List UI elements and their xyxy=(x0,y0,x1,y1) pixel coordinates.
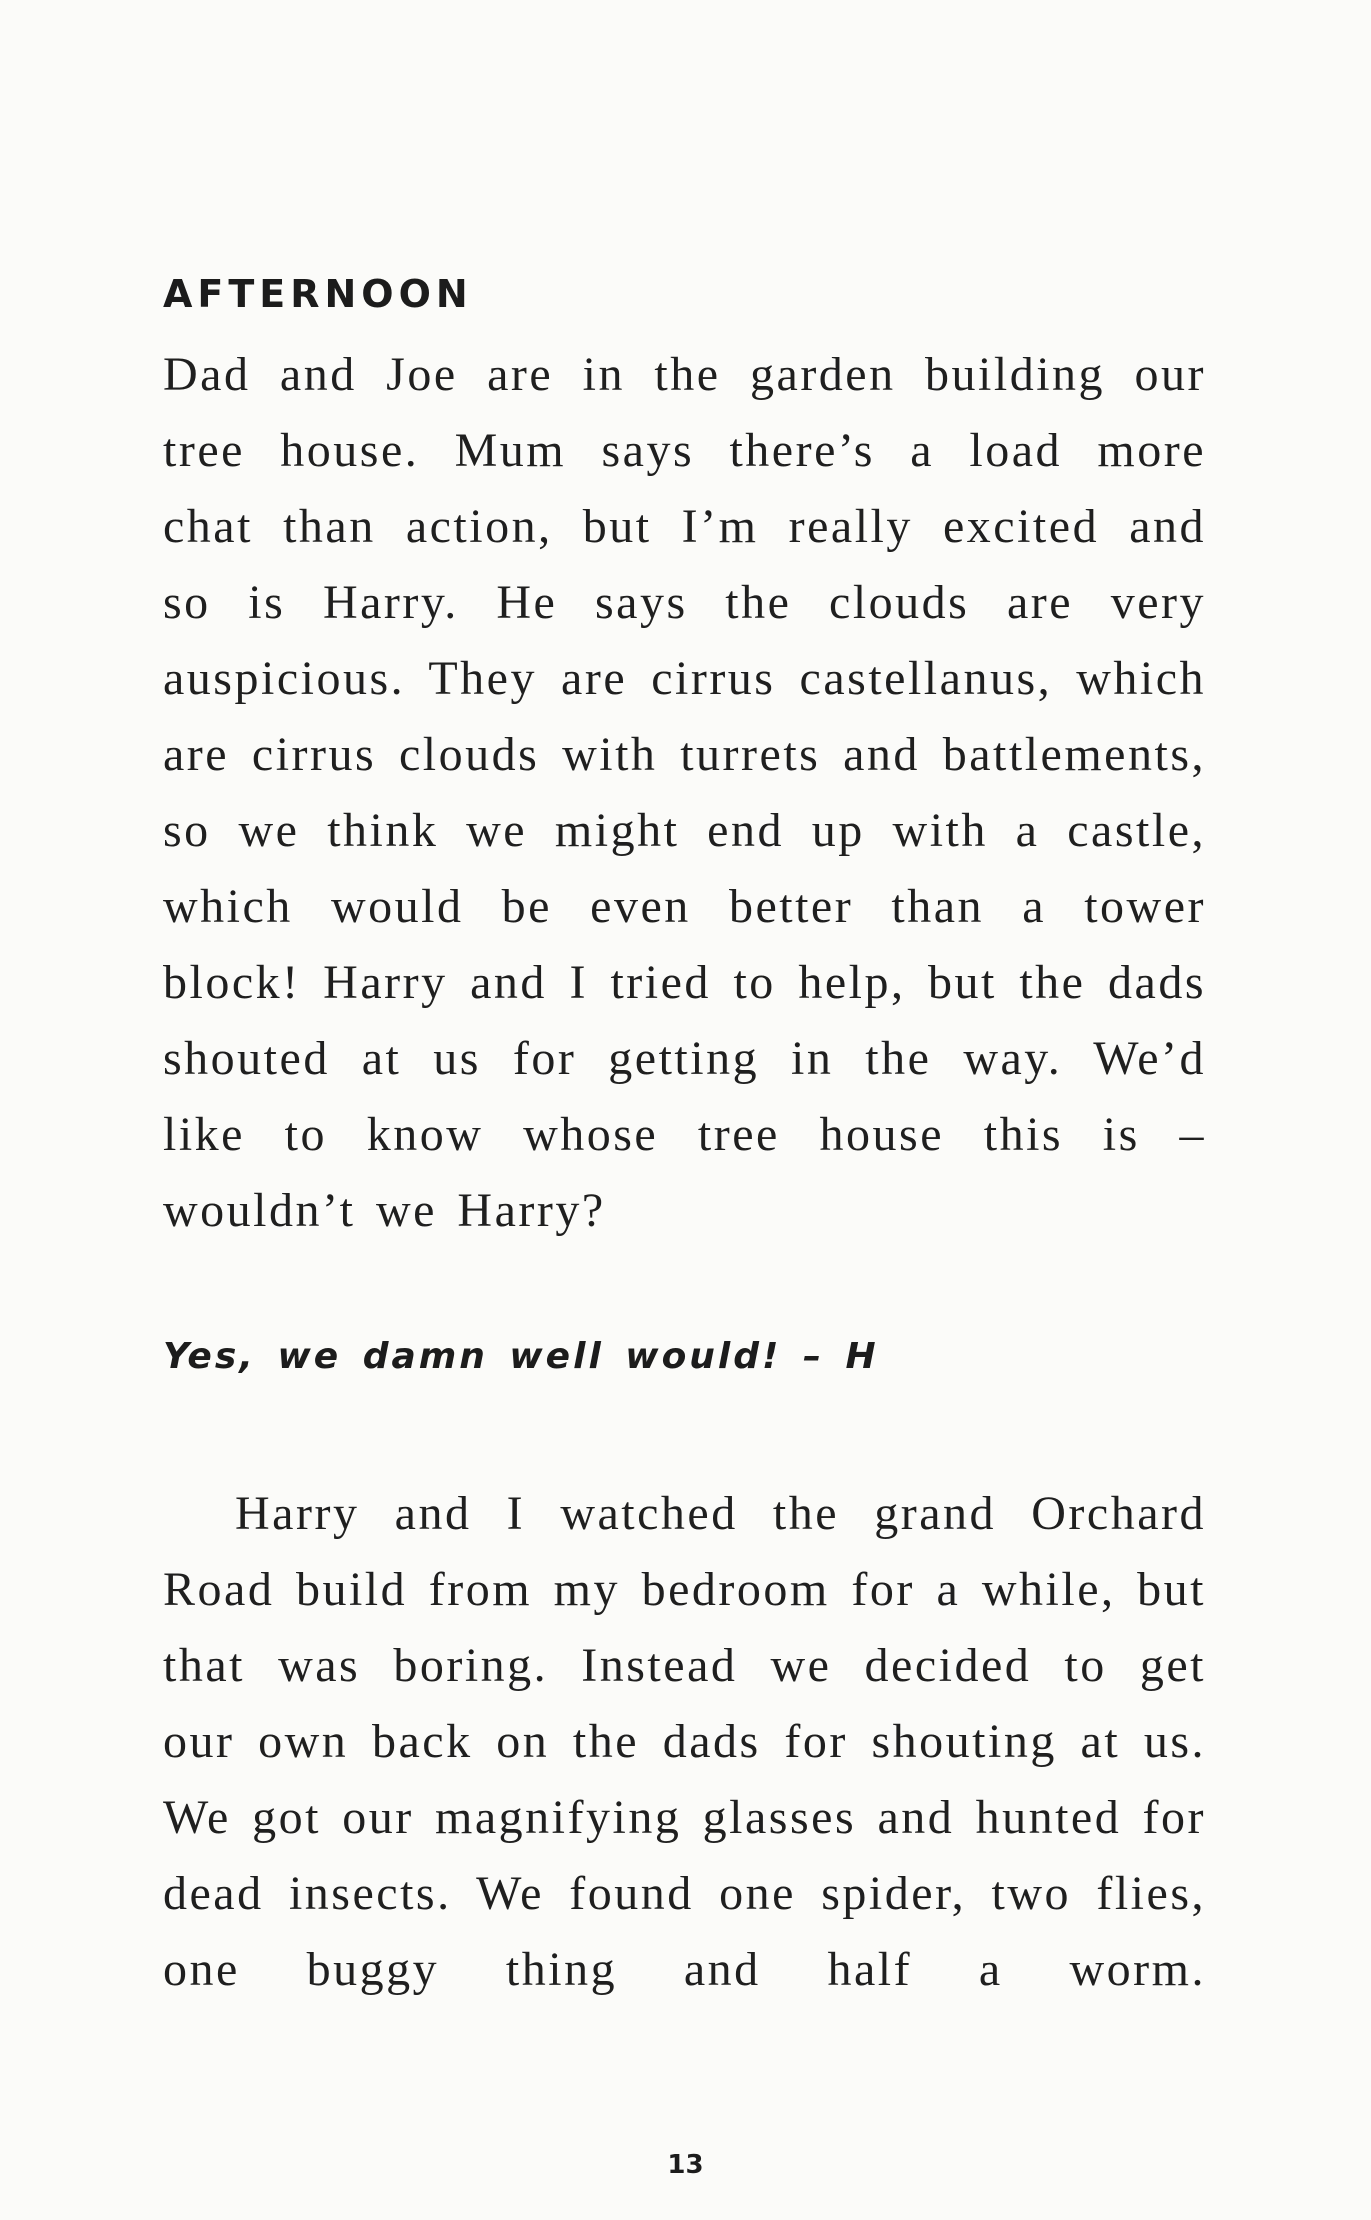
body-paragraph-1: Dad and Joe are in the garden building our tree house. Mum says there’s a load more chat than action, but I’m really excited and so is Harry. He says the clouds are very auspicious. They are cirrus castellanus, which are cirrus clouds with turrets and battlements, so we think we might end up with a castle, which would be even better than a tower block! Harry and I tried to help, but the dads shouted at us for getting in the way. We’d like to know whose tree house this is – wouldn’t we Harry? xyxy=(163,348,1206,1237)
handwritten-note: Yes, we damn well would! – H xyxy=(163,1336,879,1377)
body-paragraph-2: Harry and I watched the grand Orchard Road build from my bedroom for a while, but that was boring. Instead we decided to get our own back on the dads for shouting at us. We got our magnifying glasses and hunted for dead insects. We found one spider, two flies, one buggy thing and half a worm. xyxy=(163,1487,1206,1996)
section-heading: AFTERNOON xyxy=(163,272,473,316)
page-number: 13 xyxy=(667,2150,704,2180)
